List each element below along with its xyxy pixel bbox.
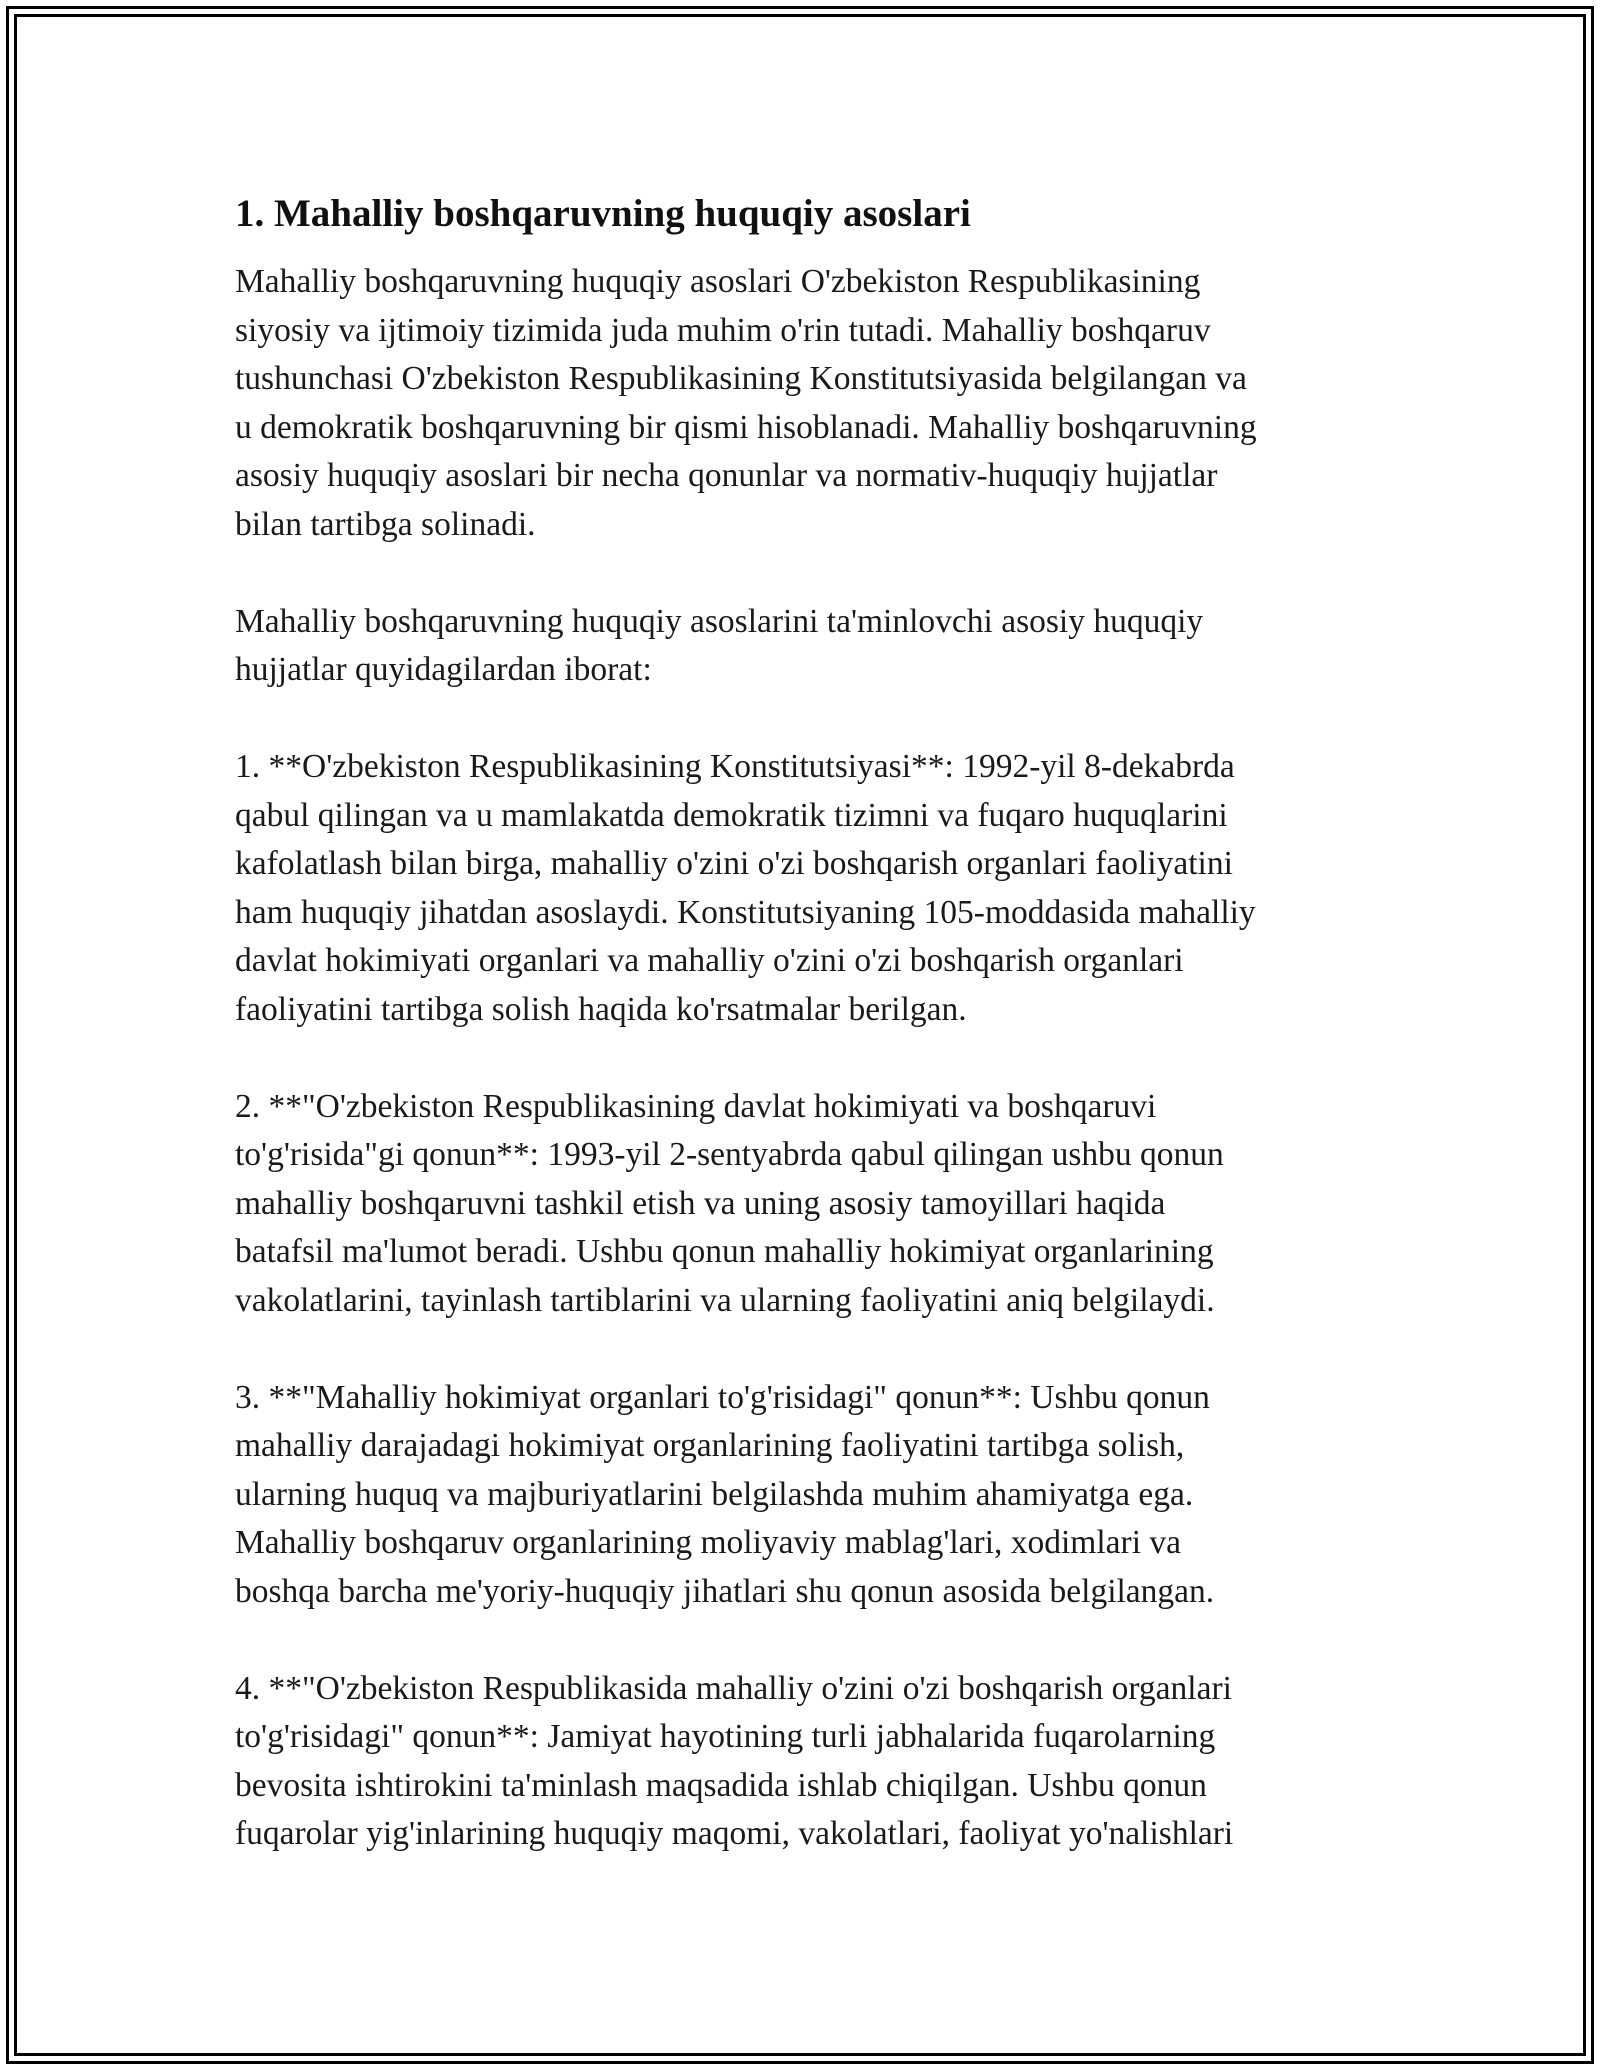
section-heading: 1. Mahalliy boshqaruvning huquqiy asoslari [235,192,971,235]
list-item-constitution: 1. **O'zbekiston Respublikasining Konstitutsiyasi**: 1992-yil 8-dekabrda qabul qilingan va u mamlakatda demokratik tizimni va fuqaro huquqlarini kafolatlash bilan birga, mahalliy o'zini o'zi boshqarish organlari faoliyatini ham huquqiy jihatdan asoslaydi. Konstitutsiyaning 105-moddasida mahalliy davlat hokimiyati organlari va mahalliy o'zini o'zi boshqarish organlari faoliyatini tartibga solish haqida ko'rsatmalar berilgan. [235,748,1256,1028]
list-item-self-government-law: 4. **"O'zbekiston Respublikasida mahalliy o'zini o'zi boshqarish organlari to'g'risidagi" qonun**: Jamiyat hayotining turli jabhalarida fuqarolarning bevosita ishtirokini ta'minlash maqsadida ishlab chiqilgan. Ushbu qonun fuqarolar yig'inlarining huquqiy maqomi, vakolatlari, faoliyat yo'nalishlari [235,1669,1234,1852]
paragraph-intro: Mahalliy boshqaruvning huquqiy asoslari O'zbekiston Respublikasining siyosiy va ijtimoiy tizimida juda muhim o'rin tutadi. Mahalliy boshqaruv tushunchasi O'zbekiston Respublikasining Konstitutsiyasida belgilangan va u demokratik boshqaruvning bir qismi hisoblanadi. Mahalliy boshqaruvning asosiy huquqiy asoslari bir necha qonunlar va normativ-huquqiy hujjatlar bilan tartibga solinadi. [235,263,1257,543]
paragraph-list-intro: Mahalliy boshqaruvning huquqiy asoslarini ta'minlovchi asosiy huquqiy hujjatlar quyidagilardan iborat: [235,602,1204,688]
document-page [235,188,1385,1907]
list-item-local-authorities-law: 3. **"Mahalliy hokimiyat organlari to'g'risidagi" qonun**: Ushbu qonun mahalliy darajadagi hokimiyat organlarining faoliyatini tartibga solish, ularning huquq va majburiyatlarini belgilashda muhim ahamiyatga ega. Mahalliy boshqaruv organlarining moliyaviy mablag'lari, xodimlari va boshqa barcha me'yoriy-huquqiy jihatlari shu qonun asosida belgilangan. [235,1378,1215,1610]
list-item-state-power-law: 2. **"O'zbekiston Respublikasining davlat hokimiyati va boshqaruvi to'g'risida"gi qonun**: 1993-yil 2-sentyabrda qabul qilingan ushbu qonun mahalliy boshqaruvni tashkil etish va uning asosiy tamoyillari haqida batafsil ma'lumot beradi. Ushbu qonun mahalliy hokimiyat organlarining vakolatlarini, tayinlash tartiblarini va ularning faoliyatini aniq belgilaydi. [235,1087,1224,1319]
